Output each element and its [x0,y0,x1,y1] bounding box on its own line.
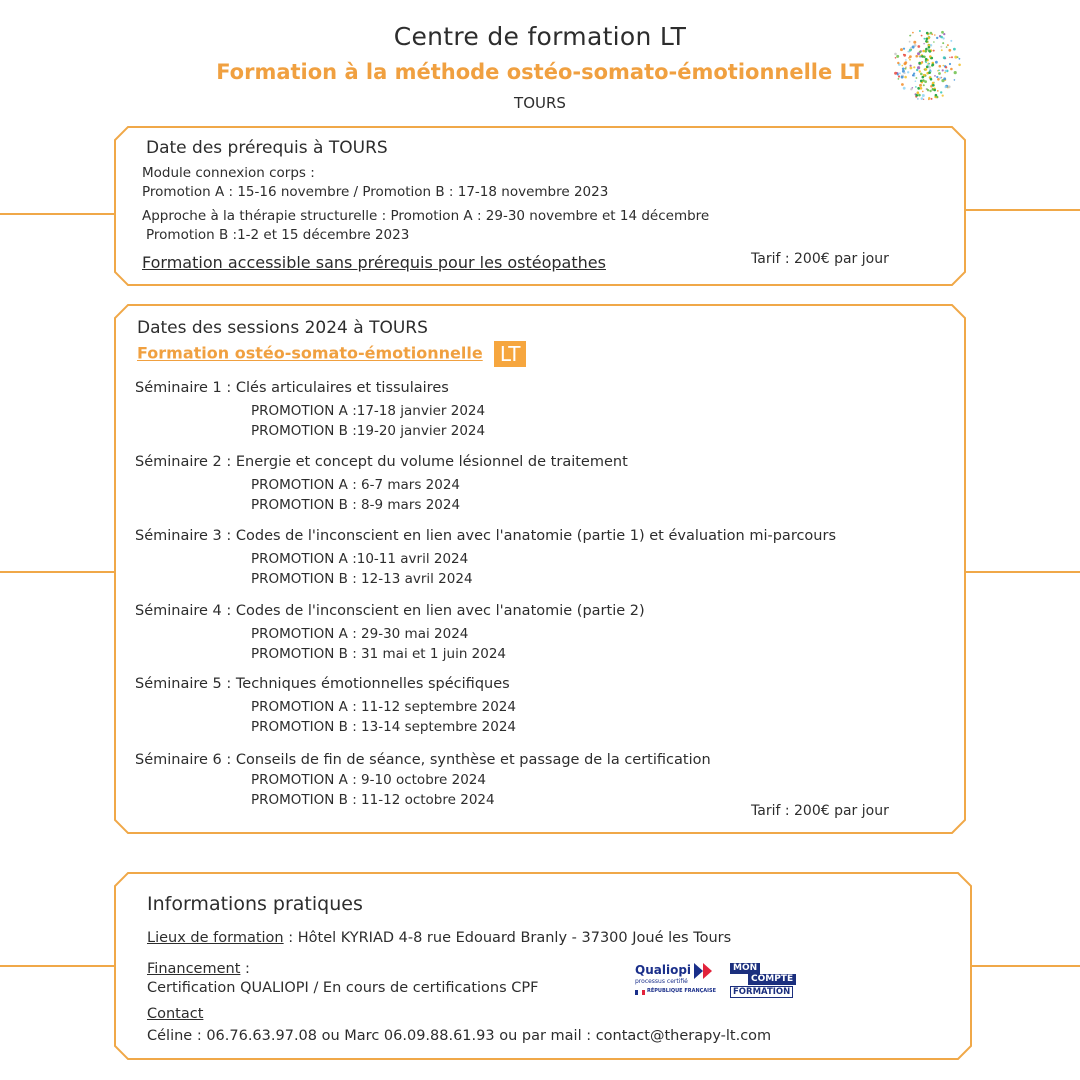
seminaire-5-title: Séminaire 5 : Techniques émotionnelles spécifiques [135,676,510,692]
seminaire-2-promo-a: PROMOTION A : 6-7 mars 2024 [251,477,461,493]
sessions-tarif: Tarif : 200€ par jour [751,803,889,819]
qualiopi-flag-icon [635,990,645,995]
financement-value: Certification QUALIOPI / En cours de certifications CPF [147,980,539,996]
lt-badge: LT [494,341,527,367]
prereq-osteo-note: Formation accessible sans prérequis pour les ostéopathes [142,253,606,272]
sessions-formation-row [137,341,526,367]
financement-row [147,961,250,977]
seminaire-1-promo-a: PROMOTION A :17-18 janvier 2024 [251,403,486,419]
prereq-approche-b: Promotion B :1-2 et 15 décembre 2023 [146,227,410,243]
side-line-right-2 [964,571,1080,573]
qualiopi-rf: RÉPUBLIQUE FRANÇAISE [647,988,717,994]
body-dots-logo [893,26,961,102]
financement-colon: : [240,961,250,977]
seminaire-3-promo-a: PROMOTION A :10-11 avril 2024 [251,551,469,567]
lieux-value: : Hôtel KYRIAD 4-8 rue Edouard Branly - 37300 Joué les Tours [283,930,732,946]
seminaire-6-promo-a: PROMOTION A : 9-10 octobre 2024 [251,772,486,788]
side-line-right-3 [970,965,1080,967]
formation-link[interactable]: Formation ostéo-somato-émotionnelle [137,343,483,363]
seminaire-1-promo-b: PROMOTION B :19-20 janvier 2024 [251,423,486,439]
prereq-title: Date des prérequis à TOURS [146,138,388,158]
page-subtitle: Formation à la méthode ostéo-somato-émotionnelle LT [216,60,864,84]
cpf-line1: MON [730,963,760,974]
cpf-line3: FORMATION [730,986,793,998]
qualiopi-arrows-icon [694,963,716,979]
city-label: TOURS [514,94,566,112]
lieux-label: Lieux de formation [147,930,284,946]
seminaire-4-promo-a: PROMOTION A : 29-30 mai 2024 [251,626,469,642]
qualiopi-logo [632,963,720,1003]
seminaire-4-promo-b: PROMOTION B : 31 mai et 1 juin 2024 [251,646,507,662]
prereq-tarif: Tarif : 200€ par jour [751,251,889,267]
qualiopi-name: Qualiopi [635,963,692,977]
financement-label: Financement [147,961,241,977]
contact-label: Contact [147,1006,204,1022]
side-line-left-2 [0,571,116,573]
contact-value: Céline : 06.76.63.97.08 ou Marc 06.09.88.61.93 ou par mail : contact@therapy-lt.com [147,1028,772,1044]
seminaire-6-promo-b: PROMOTION B : 11-12 octobre 2024 [251,792,495,808]
seminaire-1-title: Séminaire 1 : Clés articulaires et tissulaires [135,380,449,396]
prereq-module-dates: Promotion A : 15-16 novembre / Promotion B : 17-18 novembre 2023 [142,184,609,200]
seminaire-4-title: Séminaire 4 : Codes de l'inconscient en lien avec l'anatomie (partie 2) [135,603,645,619]
cpf-line2: COMPTE [748,974,796,985]
prereq-module: Module connexion corps : [142,165,315,181]
prereq-approche: Approche à la thérapie structurelle : Promotion A : 29-30 novembre et 14 décembre [142,208,710,224]
qualiopi-sub: processus certifié [635,978,688,985]
cpf-logo [729,963,799,999]
infos-title: Informations pratiques [147,893,363,915]
seminaire-3-title: Séminaire 3 : Codes de l'inconscient en lien avec l'anatomie (partie 1) et évaluation mi-parcours [135,528,837,544]
page-title: Centre de formation LT [393,22,687,51]
seminaire-2-promo-b: PROMOTION B : 8-9 mars 2024 [251,497,461,513]
seminaire-5-promo-b: PROMOTION B : 13-14 septembre 2024 [251,719,517,735]
seminaire-2-title: Séminaire 2 : Energie et concept du volume lésionnel de traitement [135,454,628,470]
side-line-right-1 [964,209,1080,211]
seminaire-3-promo-b: PROMOTION B : 12-13 avril 2024 [251,571,473,587]
sessions-title: Dates des sessions 2024 à TOURS [137,318,428,338]
seminaire-6-title: Séminaire 6 : Conseils de fin de séance, synthèse et passage de la certification [135,752,711,768]
lieux-row [147,930,731,946]
side-line-left-1 [0,213,116,215]
side-line-left-3 [0,965,116,967]
seminaire-5-promo-a: PROMOTION A : 11-12 septembre 2024 [251,699,516,715]
